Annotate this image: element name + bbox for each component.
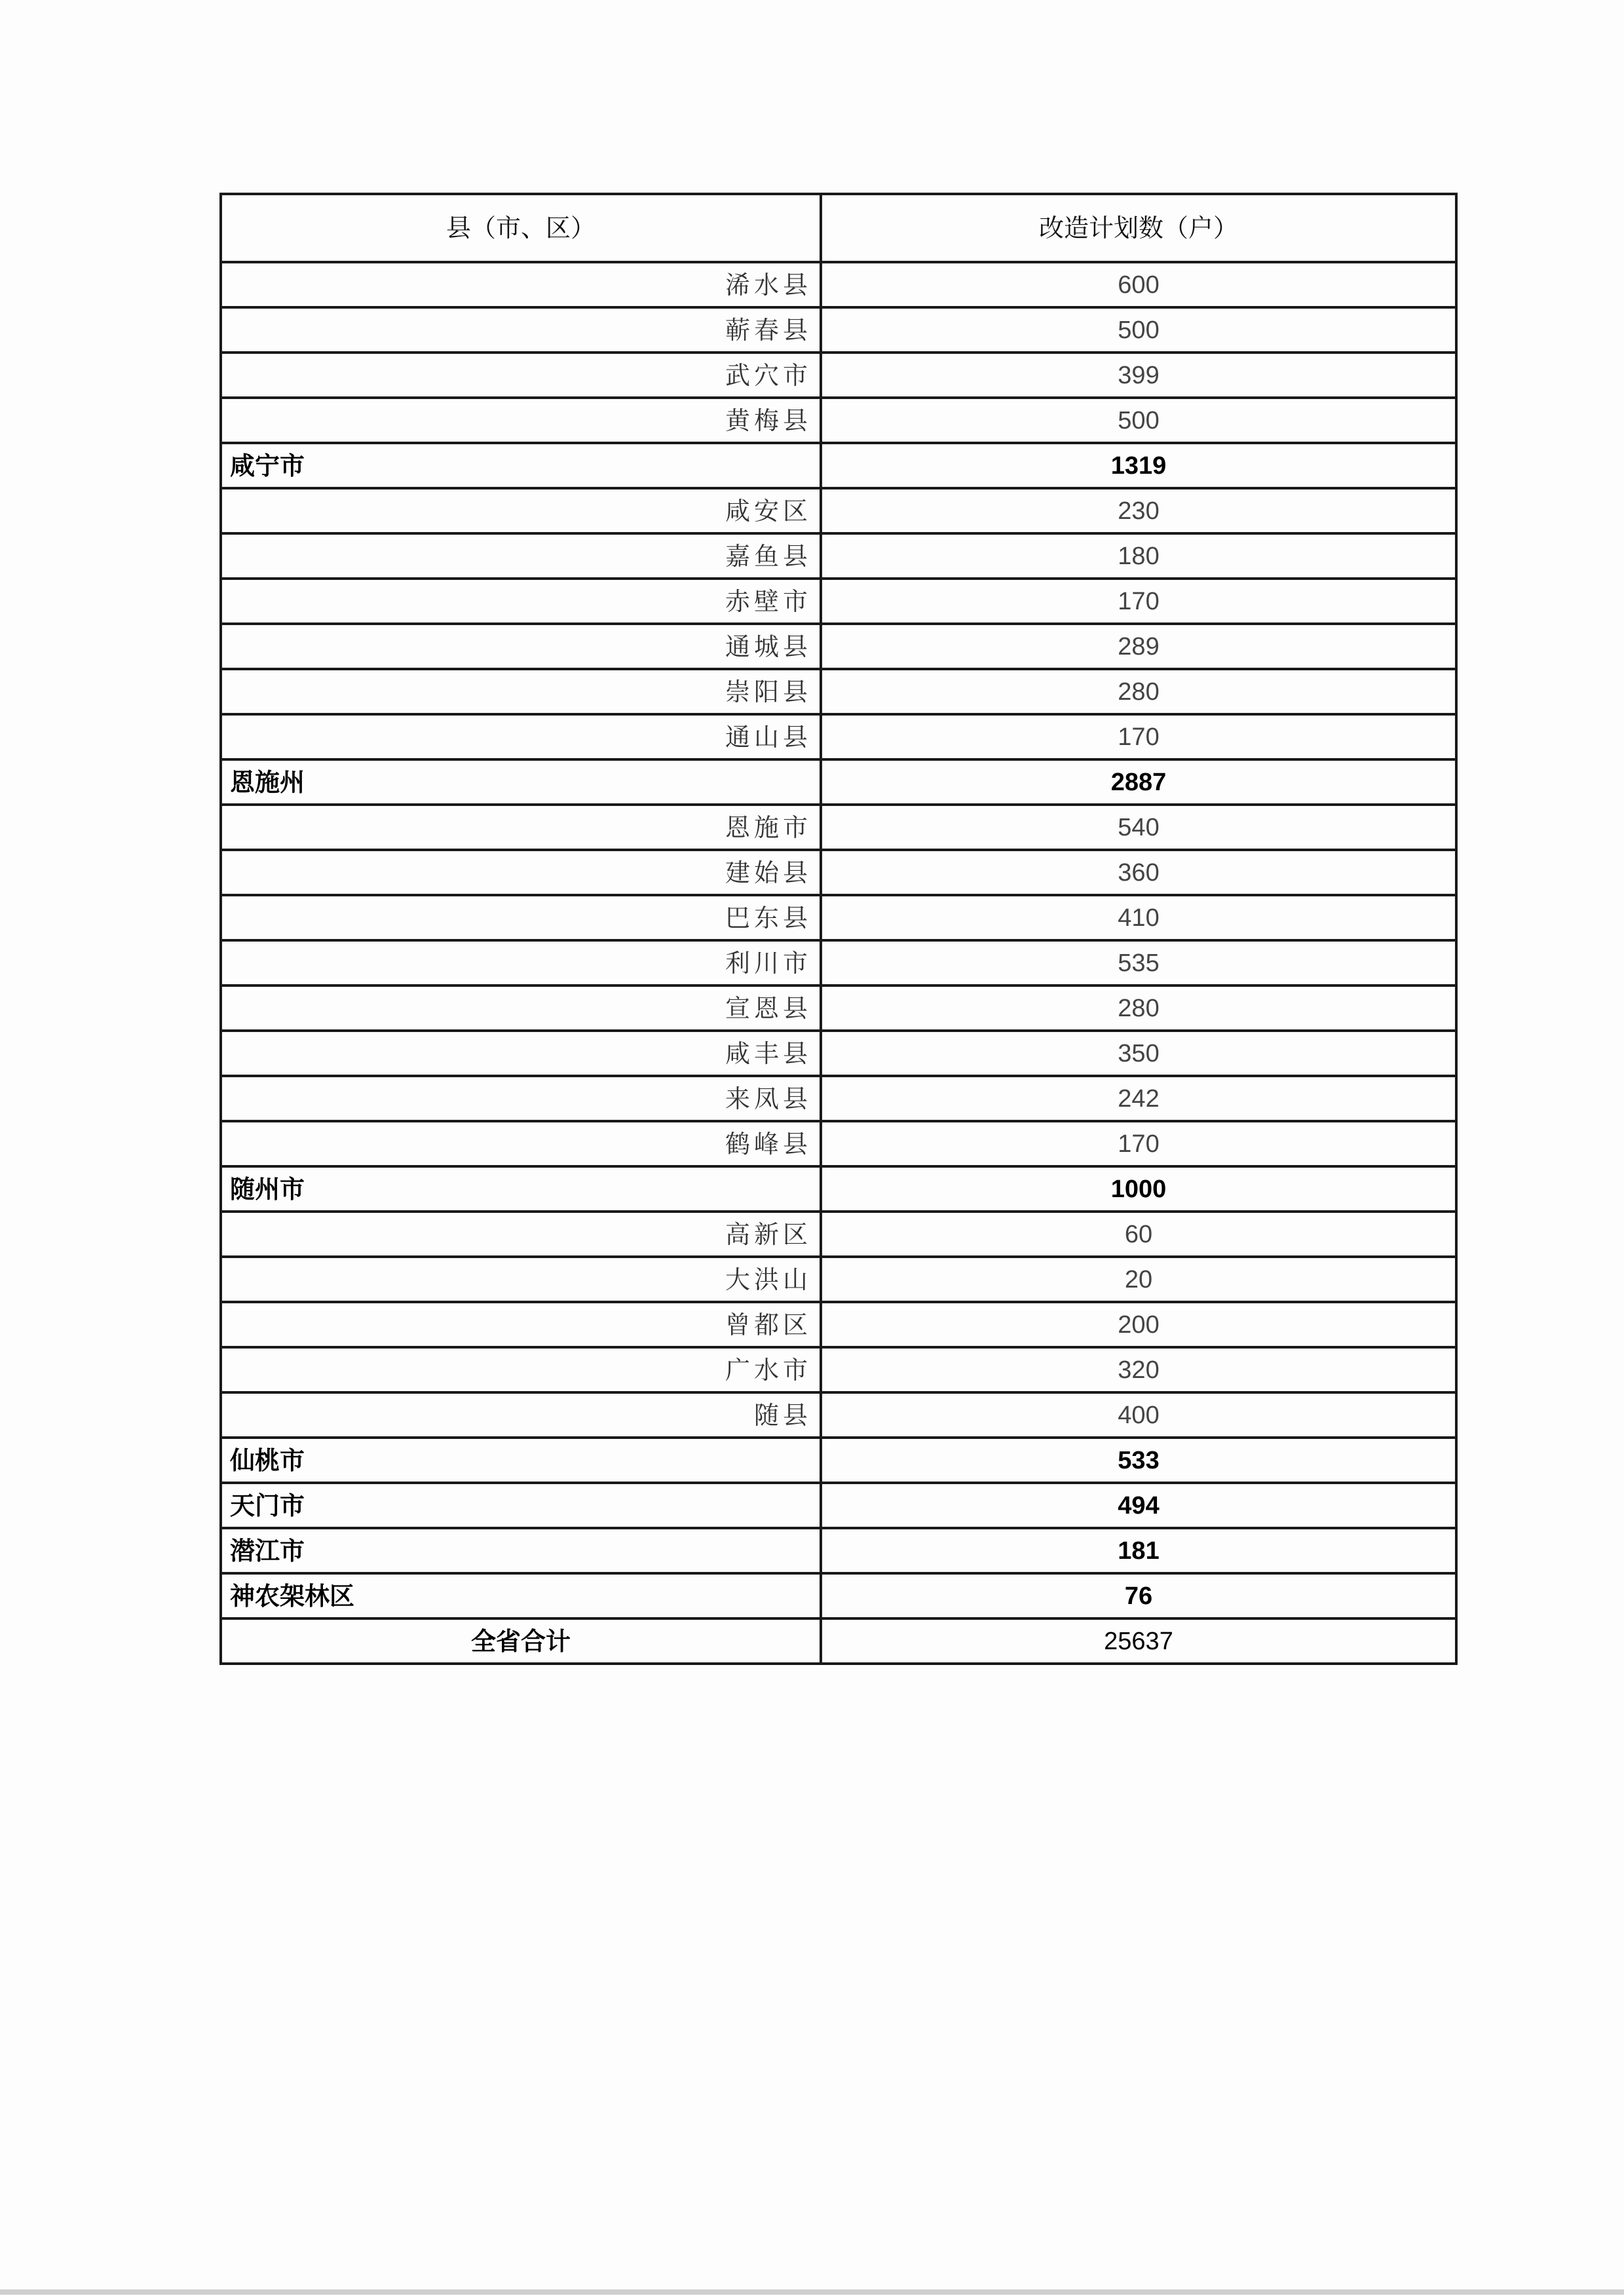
table-row — [221, 488, 1456, 533]
table-row — [221, 579, 1456, 624]
city-name: 仙桃市 — [221, 1438, 821, 1483]
county-plan-count: 289 — [821, 624, 1456, 669]
city-plan-count: 1000 — [821, 1166, 1456, 1212]
county-name: 武穴市 — [221, 353, 821, 398]
county-plan-count: 280 — [821, 669, 1456, 714]
table-header-row — [221, 194, 1456, 262]
county-plan-count: 180 — [821, 533, 1456, 579]
city-plan-count: 494 — [821, 1483, 1456, 1528]
county-plan-count: 600 — [821, 262, 1456, 307]
city-row — [221, 1483, 1456, 1528]
table-row — [221, 1302, 1456, 1347]
city-plan-count: 1319 — [821, 443, 1456, 488]
city-name: 恩施州 — [221, 759, 821, 805]
city-name: 潜江市 — [221, 1528, 821, 1573]
county-plan-count: 170 — [821, 579, 1456, 624]
county-name: 曾都区 — [221, 1302, 821, 1347]
county-name: 崇阳县 — [221, 669, 821, 714]
city-row — [221, 1438, 1456, 1483]
county-name: 嘉鱼县 — [221, 533, 821, 579]
table-row — [221, 850, 1456, 895]
table-row — [221, 1392, 1456, 1438]
table-row — [221, 307, 1456, 353]
table-row — [221, 985, 1456, 1031]
county-plan-count: 500 — [821, 398, 1456, 443]
county-plan-count: 60 — [821, 1212, 1456, 1257]
table-row — [221, 1347, 1456, 1392]
table-row — [221, 940, 1456, 985]
county-plan-count: 320 — [821, 1347, 1456, 1392]
county-name: 蕲春县 — [221, 307, 821, 353]
county-plan-count: 399 — [821, 353, 1456, 398]
city-name: 神农架林区 — [221, 1573, 821, 1618]
county-name: 宣恩县 — [221, 985, 821, 1031]
table-row — [221, 669, 1456, 714]
county-plan-count: 500 — [821, 307, 1456, 353]
city-row — [221, 759, 1456, 805]
city-row — [221, 1573, 1456, 1618]
city-name: 天门市 — [221, 1483, 821, 1528]
table-row — [221, 624, 1456, 669]
county-plan-count: 410 — [821, 895, 1456, 940]
table-body — [221, 262, 1456, 1664]
province-total-count: 25637 — [821, 1618, 1456, 1664]
province-total-label: 全省合计 — [221, 1618, 821, 1664]
county-name: 咸丰县 — [221, 1031, 821, 1076]
county-name: 通城县 — [221, 624, 821, 669]
county-name: 鹤峰县 — [221, 1121, 821, 1166]
table-row — [221, 805, 1456, 850]
table-row — [221, 262, 1456, 307]
city-name: 随州市 — [221, 1166, 821, 1212]
county-name: 来凤县 — [221, 1076, 821, 1121]
county-plan-count: 170 — [821, 714, 1456, 759]
county-name: 黄梅县 — [221, 398, 821, 443]
county-plan-count: 280 — [821, 985, 1456, 1031]
city-name: 咸宁市 — [221, 443, 821, 488]
city-row — [221, 1166, 1456, 1212]
table-row — [221, 533, 1456, 579]
county-name: 咸安区 — [221, 488, 821, 533]
county-plan-count: 242 — [821, 1076, 1456, 1121]
county-plan-count: 350 — [821, 1031, 1456, 1076]
table-row — [221, 895, 1456, 940]
city-plan-count: 181 — [821, 1528, 1456, 1573]
county-plan-count: 170 — [821, 1121, 1456, 1166]
county-name: 巴东县 — [221, 895, 821, 940]
county-plan-count: 535 — [821, 940, 1456, 985]
table-row — [221, 1121, 1456, 1166]
scan-edge — [0, 2289, 1624, 2295]
city-row — [221, 443, 1456, 488]
table-row — [221, 398, 1456, 443]
city-plan-count: 2887 — [821, 759, 1456, 805]
county-name: 赤壁市 — [221, 579, 821, 624]
county-name: 大洪山 — [221, 1257, 821, 1302]
county-plan-count: 540 — [821, 805, 1456, 850]
city-plan-count: 76 — [821, 1573, 1456, 1618]
table-row — [221, 714, 1456, 759]
city-row — [221, 1528, 1456, 1573]
county-plan-count: 360 — [821, 850, 1456, 895]
total-row — [221, 1618, 1456, 1664]
county-name: 广水市 — [221, 1347, 821, 1392]
county-name: 高新区 — [221, 1212, 821, 1257]
county-plan-count: 200 — [821, 1302, 1456, 1347]
table-row — [221, 1031, 1456, 1076]
county-name: 浠水县 — [221, 262, 821, 307]
table-row — [221, 1212, 1456, 1257]
table-row — [221, 1076, 1456, 1121]
county-name: 随县 — [221, 1392, 821, 1438]
county-name: 利川市 — [221, 940, 821, 985]
renovation-plan-table — [219, 193, 1458, 1665]
county-plan-count: 230 — [821, 488, 1456, 533]
county-plan-count: 400 — [821, 1392, 1456, 1438]
county-name: 恩施市 — [221, 805, 821, 850]
header-county: 县（市、区） — [221, 194, 821, 262]
table-row — [221, 353, 1456, 398]
header-plan-count: 改造计划数（户） — [821, 194, 1456, 262]
county-name: 通山县 — [221, 714, 821, 759]
city-plan-count: 533 — [821, 1438, 1456, 1483]
table-row — [221, 1257, 1456, 1302]
county-name: 建始县 — [221, 850, 821, 895]
county-plan-count: 20 — [821, 1257, 1456, 1302]
